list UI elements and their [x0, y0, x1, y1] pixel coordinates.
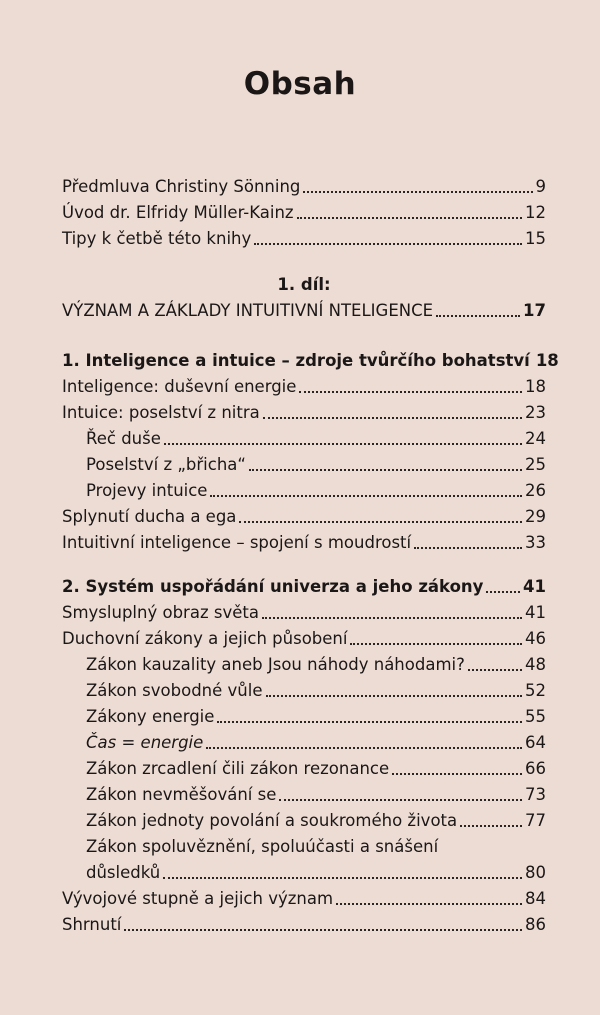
entry-label: Zákon zrcadlení čili zákon rezonance: [86, 759, 390, 778]
toc-entry: [62, 504, 546, 530]
entry-label: Vývojové stupně a jejich význam: [62, 889, 334, 908]
entry-label: Intuitivní inteligence – spojení s moudrostí: [62, 533, 412, 552]
toc-entry: [62, 226, 546, 252]
entry-page: 77: [525, 811, 546, 830]
toc-entry: [62, 600, 546, 626]
entry-label: Řeč duše: [86, 429, 161, 448]
entry-label: 1. Inteligence a intuice – zdroje tvůrčího bohatství: [62, 351, 530, 370]
entry-label: Poselství z „břicha“: [86, 455, 246, 474]
toc-subentry: [62, 704, 546, 730]
dot-leader: [254, 243, 522, 245]
entry-label: Tipy k četbě této knihy: [62, 229, 252, 248]
dot-leader: [350, 643, 522, 645]
entry-label: Splynutí ducha a ega: [62, 507, 237, 526]
toc-subentry: [62, 478, 546, 504]
entry-page: 55: [525, 707, 546, 726]
entry-page: 66: [525, 759, 546, 778]
entry-label: Inteligence: duševní energie: [62, 377, 297, 396]
dot-leader: [303, 191, 532, 193]
dot-leader: [206, 747, 522, 749]
toc-entry: [62, 530, 546, 556]
entry-label: Úvod dr. Elfridy Müller-Kainz: [62, 203, 294, 222]
entry-page: 9: [535, 177, 546, 196]
dot-leader: [124, 929, 522, 931]
entry-page: 33: [525, 533, 546, 552]
entry-label: Zákon jednoty povolání a soukromého života: [86, 811, 458, 830]
entry-page: 52: [525, 681, 546, 700]
entry-label: důsledků: [86, 863, 161, 882]
dot-leader: [468, 669, 522, 671]
toc-subentry: [62, 678, 546, 704]
entry-label: Projevy intuice: [86, 481, 208, 500]
entry-page: 18: [535, 351, 559, 370]
entry-page: 18: [525, 377, 546, 396]
toc-entry: [62, 912, 546, 938]
dot-leader: [217, 721, 522, 723]
entry-page: 48: [525, 655, 546, 674]
dot-leader: [414, 547, 522, 549]
entry-label: Zákon svobodné vůle: [86, 681, 263, 700]
entry-page: 17: [523, 301, 546, 320]
entry-page: 86: [525, 915, 546, 934]
toc-subentry: [62, 452, 546, 478]
entry-page: 64: [525, 733, 546, 752]
toc-subentry: [62, 426, 546, 452]
entry-page: 23: [525, 403, 546, 422]
entry-label: Zákon nevměšování se: [86, 785, 277, 804]
toc-entry: [62, 626, 546, 652]
dot-leader: [266, 695, 523, 697]
entry-page: 29: [525, 507, 546, 526]
dot-leader: [164, 443, 522, 445]
entry-label: Zákon kauzality aneb Jsou náhody náhodami?: [86, 655, 465, 674]
entry-label: VÝZNAM A ZÁKLADY INTUITIVNÍ NTELIGENCE: [62, 301, 434, 320]
chapter-title: [62, 574, 546, 600]
entry-label: Shrnutí: [62, 915, 122, 934]
toc-subentry-continued: [62, 860, 546, 886]
entry-label: 2. Systém uspořádání univerza a jeho zákony: [62, 577, 484, 596]
entry-page: 15: [525, 229, 546, 248]
entry-label: Zákony energie: [86, 707, 215, 726]
toc-subentry: [62, 808, 546, 834]
entry-page: 26: [525, 481, 546, 500]
entry-page: 80: [525, 863, 546, 882]
entry-label: Předmluva Christiny Sönning: [62, 177, 301, 196]
dot-leader: [262, 617, 522, 619]
dot-leader: [263, 417, 522, 419]
entry-label: Čas = energie: [86, 733, 204, 752]
chapter-title: [62, 348, 559, 374]
toc-entry: [62, 400, 546, 426]
part-title-entry: [62, 298, 546, 324]
toc-subentry: [62, 730, 546, 756]
page-title: Obsah: [243, 66, 357, 102]
dot-leader: [392, 773, 522, 775]
dot-leader: [436, 315, 520, 317]
toc-entry: [62, 174, 546, 200]
entry-page: 25: [525, 455, 546, 474]
entry-label: Intuice: poselství z nitra: [62, 403, 260, 422]
dot-leader: [210, 495, 522, 497]
entry-page: 12: [525, 203, 546, 222]
entry-page: 73: [525, 785, 546, 804]
part-heading: 1. díl:: [277, 275, 331, 294]
entry-label: Smysluplný obraz světa: [62, 603, 259, 622]
entry-label: Duchovní zákony a jejich působení: [62, 629, 348, 648]
dot-leader: [279, 799, 522, 801]
toc-subentry: [62, 756, 546, 782]
dot-leader: [486, 591, 520, 593]
dot-leader: [297, 217, 522, 219]
toc-entry: [62, 374, 546, 400]
dot-leader: [299, 391, 522, 393]
entry-page: 24: [525, 429, 546, 448]
dot-leader: [336, 903, 522, 905]
dot-leader: [239, 521, 522, 523]
toc-subentry-line1: Zákon spoluvěznění, spoluúčasti a snášení: [86, 837, 439, 856]
toc-subentry: [62, 652, 546, 678]
dot-leader: [460, 825, 522, 827]
toc-subentry: [62, 782, 546, 808]
entry-page: 41: [525, 603, 546, 622]
entry-page: 41: [523, 577, 546, 596]
entry-page: 46: [525, 629, 546, 648]
entry-page: 84: [525, 889, 546, 908]
dot-leader: [163, 877, 522, 879]
toc-entry: [62, 200, 546, 226]
dot-leader: [249, 469, 522, 471]
toc-entry: [62, 886, 546, 912]
